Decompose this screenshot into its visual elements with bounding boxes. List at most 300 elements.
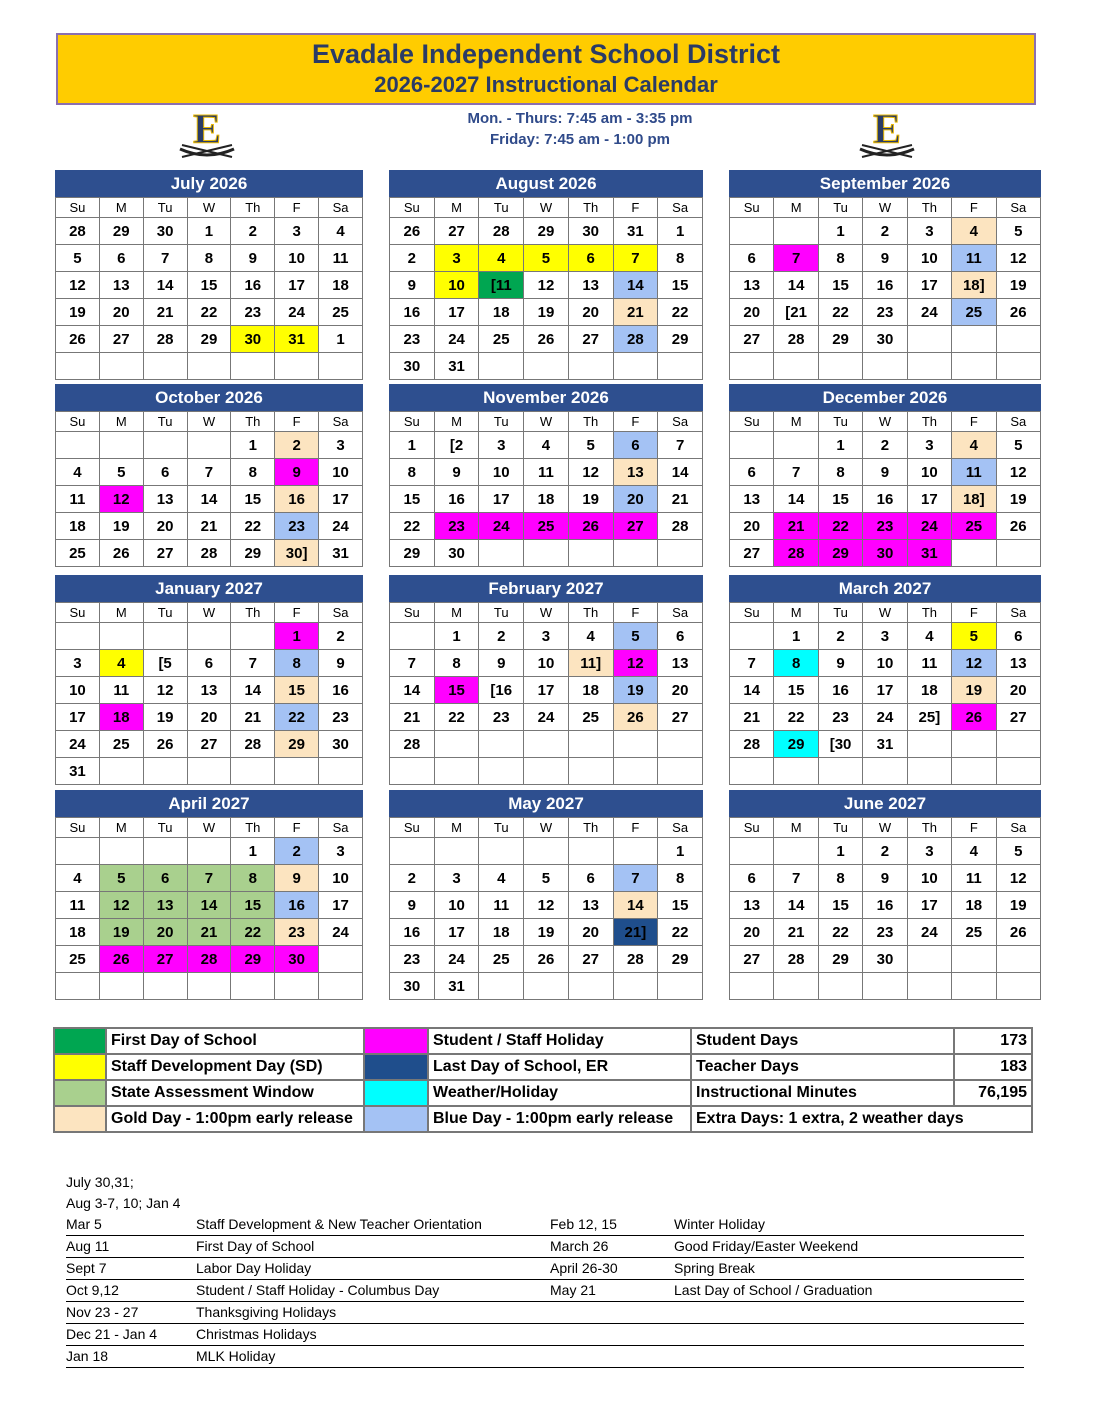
weekday-header: Th	[231, 818, 275, 838]
day-cell: 29	[818, 540, 862, 567]
day-cell: 12	[99, 486, 143, 513]
day-cell: 17	[907, 272, 951, 299]
day-cell	[479, 353, 524, 380]
day-cell: 4	[56, 865, 100, 892]
day-cell	[187, 758, 231, 785]
day-cell: 28	[56, 218, 100, 245]
weekday-header: Su	[730, 412, 774, 432]
legend-swatch	[54, 1054, 106, 1080]
weekday-header: M	[99, 603, 143, 623]
day-cell: 19	[996, 272, 1040, 299]
note-cell: Mar 5	[66, 1216, 102, 1232]
day-cell: 28	[187, 946, 231, 973]
day-cell: 29	[658, 326, 703, 353]
holiday-notes	[66, 1172, 1024, 1368]
day-cell: 26	[996, 299, 1040, 326]
weekday-header: Tu	[818, 412, 862, 432]
day-cell: 28	[479, 218, 524, 245]
day-cell: [2	[434, 432, 479, 459]
day-cell	[524, 731, 569, 758]
day-cell: 13	[730, 486, 774, 513]
day-cell: 5	[996, 218, 1040, 245]
day-cell: 9	[275, 459, 319, 486]
month-title: April 2027	[55, 790, 363, 817]
logo-letter: E	[192, 107, 222, 153]
note-cell: July 30,31;	[66, 1174, 134, 1190]
day-cell: 16	[275, 486, 319, 513]
day-cell: 1	[231, 838, 275, 865]
day-cell	[319, 973, 363, 1000]
month-september-2026	[729, 170, 1041, 380]
day-cell: 3	[863, 623, 907, 650]
day-cell: 28	[613, 326, 658, 353]
month-title: June 2027	[729, 790, 1041, 817]
day-cell: 1	[231, 432, 275, 459]
note-cell: Sept 7	[66, 1260, 107, 1276]
day-cell	[231, 353, 275, 380]
month-november-2026	[389, 384, 703, 567]
legend-label: Blue Day - 1:00pm early release	[428, 1106, 691, 1132]
day-cell: 25	[319, 299, 363, 326]
day-cell: 13	[730, 892, 774, 919]
day-cell: 27	[730, 946, 774, 973]
day-cell: 4	[568, 623, 613, 650]
day-cell: 19	[524, 919, 569, 946]
weekday-header: F	[613, 603, 658, 623]
day-cell	[568, 973, 613, 1000]
day-cell: 14	[774, 486, 818, 513]
day-cell: 26	[56, 326, 100, 353]
day-cell: 6	[730, 245, 774, 272]
note-cell	[550, 1172, 674, 1193]
day-cell: 22	[231, 513, 275, 540]
day-cell: 5	[524, 865, 569, 892]
day-cell: 12	[143, 677, 187, 704]
note-cell: Winter Holiday	[674, 1216, 766, 1232]
weekday-header: M	[99, 818, 143, 838]
weekday-header: F	[613, 412, 658, 432]
day-cell: 18	[524, 486, 569, 513]
day-cell	[143, 623, 187, 650]
legend-swatch	[364, 1054, 428, 1080]
weekday-header: Tu	[143, 412, 187, 432]
day-cell: 12	[524, 892, 569, 919]
day-cell: 11	[524, 459, 569, 486]
weekday-header: Th	[907, 412, 951, 432]
weekday-header: M	[99, 412, 143, 432]
note-cell: Dec 21 - Jan 4	[66, 1326, 158, 1342]
day-cell	[524, 540, 569, 567]
day-cell: 3	[479, 432, 524, 459]
weekday-header: Th	[231, 412, 275, 432]
weekday-header: Sa	[658, 198, 703, 218]
day-cell: [16	[479, 677, 524, 704]
day-cell: [30	[818, 731, 862, 758]
day-cell	[187, 432, 231, 459]
stat-value: 76,195	[954, 1080, 1032, 1106]
month-table	[729, 602, 1041, 785]
day-cell: 5	[99, 459, 143, 486]
month-january-2027	[55, 575, 363, 785]
day-cell: 24	[907, 919, 951, 946]
weekday-header: Sa	[996, 412, 1040, 432]
month-april-2027	[55, 790, 363, 1000]
month-title: August 2026	[389, 170, 703, 197]
legend-swatch	[364, 1080, 428, 1106]
day-cell: 14	[187, 486, 231, 513]
day-cell: 20	[658, 677, 703, 704]
day-cell	[56, 432, 100, 459]
day-cell: 9	[863, 245, 907, 272]
day-cell: 21]	[613, 919, 658, 946]
weekday-header: W	[187, 603, 231, 623]
day-cell	[952, 731, 996, 758]
day-cell: 19	[143, 704, 187, 731]
weekday-header: W	[863, 412, 907, 432]
day-cell	[568, 353, 613, 380]
day-cell: 9	[390, 272, 435, 299]
day-cell: 17	[319, 892, 363, 919]
day-cell: 9	[231, 245, 275, 272]
day-cell: 19	[952, 677, 996, 704]
day-cell: 19	[99, 513, 143, 540]
day-cell: 20	[187, 704, 231, 731]
day-cell: 15	[187, 272, 231, 299]
weekday-header: W	[524, 412, 569, 432]
day-cell: 13	[996, 650, 1040, 677]
day-cell: 31	[56, 758, 100, 785]
day-cell: 18	[479, 919, 524, 946]
day-cell: 22	[390, 513, 435, 540]
month-december-2026	[729, 384, 1041, 567]
day-cell: 28	[774, 540, 818, 567]
stat-label: Instructional Minutes	[691, 1080, 954, 1106]
day-cell: 21	[774, 919, 818, 946]
day-cell	[434, 731, 479, 758]
day-cell: 11]	[568, 650, 613, 677]
day-cell: 1	[275, 623, 319, 650]
day-cell: 14	[774, 892, 818, 919]
day-cell: 20	[613, 486, 658, 513]
day-cell	[730, 623, 774, 650]
day-cell: 11	[319, 245, 363, 272]
day-cell: 21	[187, 513, 231, 540]
day-cell: 15	[818, 272, 862, 299]
day-cell: 28	[390, 731, 435, 758]
day-cell: 30	[390, 973, 435, 1000]
day-cell: 8	[774, 650, 818, 677]
day-cell	[524, 353, 569, 380]
day-cell: 12	[568, 459, 613, 486]
month-table	[729, 411, 1041, 567]
note-cell	[674, 1193, 1024, 1214]
day-cell: 23	[434, 513, 479, 540]
day-cell: 21	[390, 704, 435, 731]
day-cell: 7	[658, 432, 703, 459]
note-cell: Christmas Holidays	[196, 1326, 317, 1342]
day-cell	[730, 758, 774, 785]
note-cell: Oct 9,12	[66, 1282, 119, 1298]
day-cell: 16	[434, 486, 479, 513]
day-cell: 10	[275, 245, 319, 272]
day-cell	[275, 758, 319, 785]
month-title: September 2026	[729, 170, 1041, 197]
day-cell: 5	[996, 838, 1040, 865]
day-cell: 1	[390, 432, 435, 459]
day-cell	[996, 758, 1040, 785]
day-cell: 13	[143, 486, 187, 513]
weekday-header: Sa	[658, 818, 703, 838]
day-cell: 28	[730, 731, 774, 758]
day-cell	[524, 838, 569, 865]
day-cell: 17	[907, 486, 951, 513]
day-cell: 15	[774, 677, 818, 704]
day-cell: 30	[231, 326, 275, 353]
day-cell: 2	[319, 623, 363, 650]
day-cell: 17	[434, 919, 479, 946]
note-cell	[550, 1346, 674, 1367]
day-cell	[56, 353, 100, 380]
stat-value: 173	[954, 1028, 1032, 1054]
day-cell: 6	[568, 865, 613, 892]
day-cell	[479, 731, 524, 758]
month-february-2027	[389, 575, 703, 785]
day-cell	[143, 353, 187, 380]
day-cell: 29	[231, 540, 275, 567]
day-cell	[613, 540, 658, 567]
day-cell: 10	[434, 272, 479, 299]
day-cell: 20	[99, 299, 143, 326]
month-may-2027	[389, 790, 703, 1000]
day-cell: 22	[818, 299, 862, 326]
month-title: February 2027	[389, 575, 703, 602]
day-cell	[99, 758, 143, 785]
weekday-header: M	[434, 603, 479, 623]
title-banner	[56, 33, 1036, 105]
note-row	[66, 1280, 1024, 1302]
day-cell: 13	[187, 677, 231, 704]
day-cell: 22	[818, 513, 862, 540]
day-cell: 26	[99, 946, 143, 973]
day-cell	[390, 623, 435, 650]
day-cell: 25	[524, 513, 569, 540]
day-cell: 27	[613, 513, 658, 540]
day-cell	[143, 973, 187, 1000]
day-cell: 23	[479, 704, 524, 731]
day-cell: 20	[143, 919, 187, 946]
day-cell	[143, 838, 187, 865]
day-cell: 12	[56, 272, 100, 299]
weekday-header: Sa	[996, 198, 1040, 218]
stat-label: Extra Days: 1 extra, 2 weather days	[691, 1106, 1032, 1132]
hours-friday: Friday: 7:45 am - 1:00 pm	[489, 131, 671, 148]
note-cell: Feb 12, 15	[550, 1216, 617, 1232]
day-cell: 3	[56, 650, 100, 677]
day-cell: 31	[907, 540, 951, 567]
day-cell: 2	[863, 218, 907, 245]
day-cell: 18	[952, 892, 996, 919]
day-cell: 27	[187, 731, 231, 758]
day-cell: 28	[231, 731, 275, 758]
day-cell: 20	[568, 299, 613, 326]
weekday-header: F	[275, 818, 319, 838]
day-cell: 18	[56, 919, 100, 946]
stat-label: Teacher Days	[691, 1054, 954, 1080]
day-cell: 2	[863, 838, 907, 865]
day-cell: 29	[231, 946, 275, 973]
day-cell: 30	[319, 731, 363, 758]
weekday-header: M	[434, 818, 479, 838]
weekday-header: M	[99, 198, 143, 218]
day-cell: 11	[952, 459, 996, 486]
day-cell: 22	[434, 704, 479, 731]
day-cell	[818, 353, 862, 380]
weekday-header: F	[275, 412, 319, 432]
day-cell: 30	[568, 218, 613, 245]
weekday-header: W	[524, 603, 569, 623]
day-cell: 26	[390, 218, 435, 245]
weekday-header: Sa	[658, 412, 703, 432]
day-cell	[524, 758, 569, 785]
day-cell: 7	[774, 459, 818, 486]
legend-label: Gold Day - 1:00pm early release	[106, 1106, 364, 1132]
day-cell	[479, 973, 524, 1000]
note-row	[66, 1324, 1024, 1346]
day-cell: 16	[863, 272, 907, 299]
day-cell: 5	[952, 623, 996, 650]
legend-label: Last Day of School, ER	[428, 1054, 691, 1080]
day-cell: 26	[996, 513, 1040, 540]
day-cell: 10	[56, 677, 100, 704]
day-cell: 17	[434, 299, 479, 326]
day-cell: 6	[613, 432, 658, 459]
day-cell: [5	[143, 650, 187, 677]
day-cell: 12	[613, 650, 658, 677]
note-cell: Last Day of School / Graduation	[674, 1282, 873, 1298]
calendar-subtitle: 2026-2027 Instructional Calendar	[374, 72, 718, 97]
day-cell: 25	[568, 704, 613, 731]
day-cell: 8	[658, 245, 703, 272]
day-cell: 30	[863, 540, 907, 567]
day-cell: 16	[390, 299, 435, 326]
day-cell: 14	[613, 272, 658, 299]
day-cell	[99, 623, 143, 650]
day-cell: 9	[390, 892, 435, 919]
note-cell	[674, 1324, 1024, 1345]
district-title: Evadale Independent School District	[311, 39, 781, 69]
day-cell: 16	[818, 677, 862, 704]
weekday-header: F	[613, 198, 658, 218]
day-cell: 11	[56, 892, 100, 919]
day-cell: 29	[818, 326, 862, 353]
day-cell: 2	[275, 432, 319, 459]
day-cell: 25	[952, 299, 996, 326]
day-cell	[907, 946, 951, 973]
day-cell	[658, 973, 703, 1000]
legend-table	[53, 1027, 1033, 1133]
day-cell: 7	[730, 650, 774, 677]
day-cell: 26	[524, 326, 569, 353]
day-cell: 25	[99, 731, 143, 758]
day-cell: 4	[56, 459, 100, 486]
day-cell: 4	[952, 218, 996, 245]
weekday-header: Th	[568, 198, 613, 218]
month-june-2027	[729, 790, 1041, 1000]
day-cell	[231, 973, 275, 1000]
day-cell: 13	[568, 892, 613, 919]
day-cell: 8	[818, 865, 862, 892]
day-cell: 6	[568, 245, 613, 272]
day-cell: 16	[863, 892, 907, 919]
note-cell: Student / Staff Holiday - Columbus Day	[196, 1282, 440, 1298]
day-cell	[774, 353, 818, 380]
month-title: March 2027	[729, 575, 1041, 602]
weekday-header: F	[275, 603, 319, 623]
day-cell: 27	[730, 326, 774, 353]
day-cell: 30	[275, 946, 319, 973]
note-cell: March 26	[550, 1238, 609, 1254]
day-cell: 1	[658, 838, 703, 865]
day-cell: 31	[613, 218, 658, 245]
day-cell	[863, 353, 907, 380]
day-cell: 27	[143, 540, 187, 567]
note-cell: First Day of School	[196, 1238, 315, 1254]
weekday-header: Th	[907, 818, 951, 838]
day-cell	[143, 432, 187, 459]
day-cell	[187, 623, 231, 650]
day-cell: 29	[99, 218, 143, 245]
day-cell: 21	[231, 704, 275, 731]
day-cell: 15	[231, 892, 275, 919]
weekday-header: Tu	[479, 603, 524, 623]
day-cell	[818, 758, 862, 785]
day-cell: 6	[730, 459, 774, 486]
weekday-header: F	[952, 412, 996, 432]
day-cell: 27	[434, 218, 479, 245]
day-cell: 27	[99, 326, 143, 353]
day-cell: 23	[863, 919, 907, 946]
day-cell	[952, 946, 996, 973]
day-cell: 8	[187, 245, 231, 272]
day-cell: 8	[231, 459, 275, 486]
day-cell: 6	[143, 459, 187, 486]
day-cell: 13	[568, 272, 613, 299]
note-row	[66, 1172, 1024, 1193]
weekday-header: Th	[907, 603, 951, 623]
note-cell	[196, 1193, 550, 1214]
day-cell: 14	[613, 892, 658, 919]
day-cell: 1	[818, 838, 862, 865]
day-cell: 9	[319, 650, 363, 677]
day-cell: 8	[275, 650, 319, 677]
day-cell: 3	[319, 838, 363, 865]
day-cell: 17	[907, 892, 951, 919]
day-cell: 26	[952, 704, 996, 731]
note-row	[66, 1193, 1024, 1214]
day-cell: 9	[863, 865, 907, 892]
day-cell	[99, 838, 143, 865]
weekday-header: Su	[730, 603, 774, 623]
legend-label: Weather/Holiday	[428, 1080, 691, 1106]
day-cell	[952, 326, 996, 353]
day-cell: 24	[275, 299, 319, 326]
day-cell: 23	[231, 299, 275, 326]
day-cell: 17	[56, 704, 100, 731]
day-cell: 8	[818, 459, 862, 486]
day-cell: 26	[568, 513, 613, 540]
day-cell: 22	[818, 919, 862, 946]
day-cell	[568, 731, 613, 758]
